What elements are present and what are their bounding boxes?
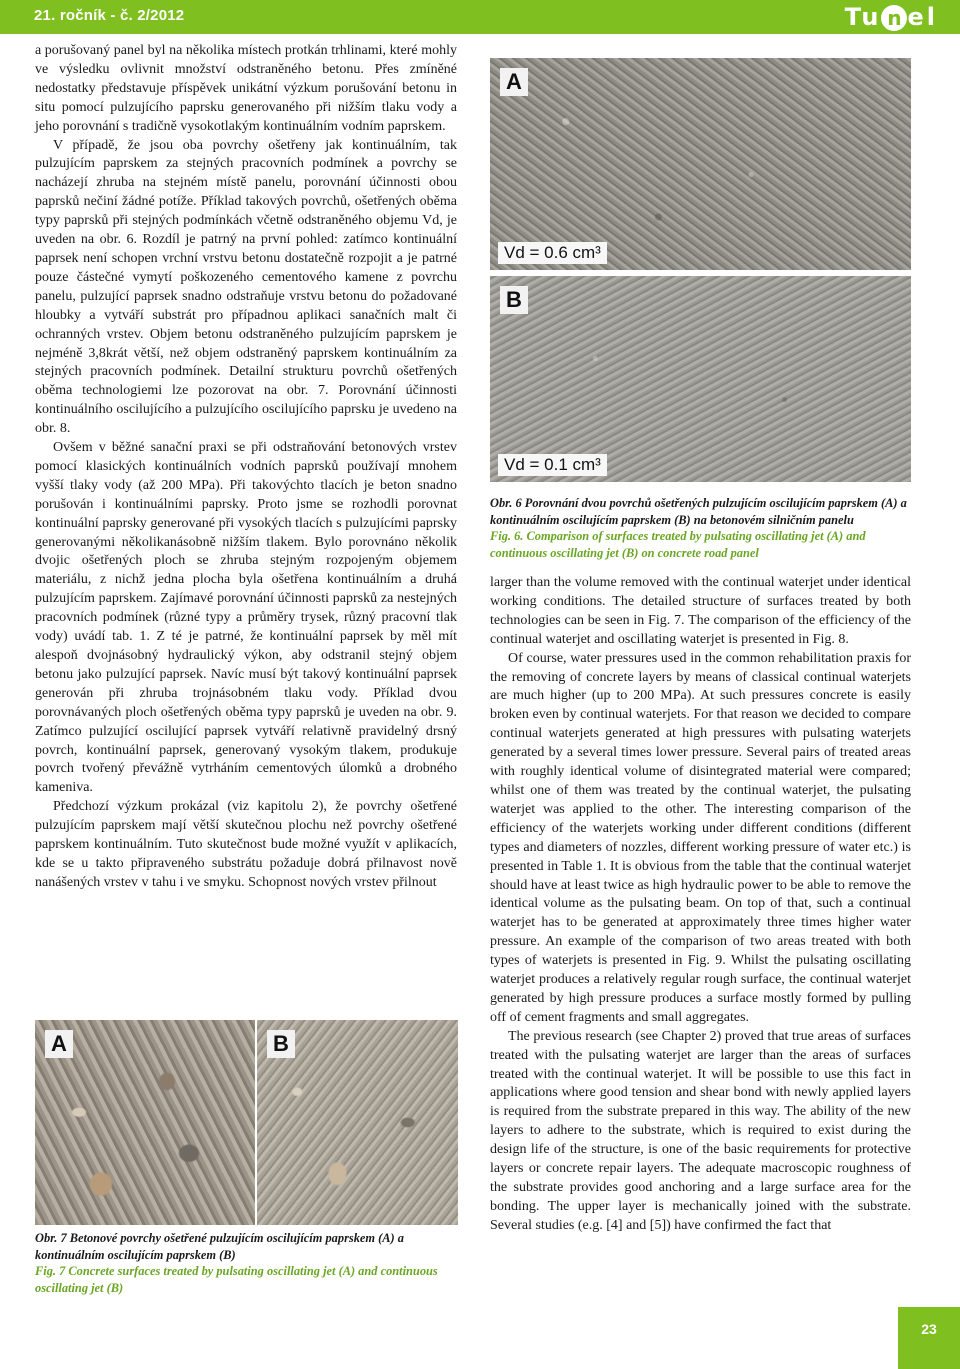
paragraph: Of course, water pressures used in the common rehabilitation praxis for the removing of concrete layers by means of classical continual waterjets are much higher (up to 200 MPa). At such pressures concrete is easily broken even by continual waterjets. For that reason we decided to compare continual waterjets generated at high pressures with pulsating waterjets generated by a several times lower pressure. Several pairs of treated areas with roughly identical volume of disintegrated material were compared; whilst one of them was treated by the continual waterjet, the pulsating waterjet was applied to the other. The interesting comparison of the efficiency of the waterjets working under different conditions (different types and diameters of nozzles, different working pressure of water etc.) is presented in Table 1. It is obvious from the table that the continual waterjet should have at least twice as high hydraulic power to be able to remove the identical volume as the pulsating beam. On top of that, such a continual waterjet has to be generated at approximately three times higher water pressure. An example of the comparison of two areas treated with both types of waterjets is presented in Fig. 9. Whilst the pulsating oscillating waterjet produces a relatively regular rough surface, the continual waterjet generated by high pressure produces a surface mostly formed by pulling off of cement fragments and small aggregates. [490, 650, 911, 1025]
fig6-label-b: B [500, 286, 528, 314]
fig7-caption-en: Fig. 7 Concrete surfaces treated by pulsating oscillating jet (A) and continuous oscillating jet (B) [35, 1264, 438, 1295]
paragraph: V případě, že jsou oba povrchy ošetřeny jak kontinuálním, tak pulzujícím paprskem za stejných pracovních podmínek a povrchy se nacházejí zhruba na stejném místě panelu, porovnání účinnosti obou paprsků nečiní žádné potíže. Příklad takových povrchů, ošetřených oběma typy paprsků při stejných podmínkách včetně odstraněného objemu Vd, je uveden na obr. 6. Rozdíl je patrný na první pohled: zatímco kontinuální paprsek není schopen vrchní vrstvu betonu dostatečně rozpojit a je patrné pouze částečné vymytí poškozeného cementového kamene z povrchu panelu, pulzující paprsek snadno odstraňuje vrstvu betonu do požadované hloubky a vytváří substrát pro případnou aplikaci sanačních malt či ochranných vrstev. Objem betonu odstraněného pulzujícím paprskem je nejméně 3,8krát větší, než objem odstraněný paprskem kontinuálním za stejných pracovních podmínek. Detailní strukturu povrchů ošetřených oběma technologiemi lze pozorovat na obr. 7. Porovnání účinnosti kontinuálního oscilujícího a pulzujícího oscilujícího paprsku je uvedeno na obr. 8. [35, 137, 457, 437]
fig7-label-a: A [45, 1030, 73, 1058]
fig6-caption-en: Fig. 6. Comparison of surfaces treated by pulsating oscillating jet (A) and continuous oscillating jet (B) on concrete road panel [490, 529, 866, 560]
fig6-photo-b [490, 276, 911, 482]
fig6-caption-cz: Obr. 6 Porovnání dvou povrchů ošetřených pulzujícím oscilujícím paprskem (A) a kontinuálním oscilujícím paprskem (B) na betonovém silničním panelu [490, 496, 907, 527]
page-header [0, 0, 960, 34]
fig7-label-b: B [267, 1030, 295, 1058]
paragraph: Předchozí výzkum prokázal (viz kapitolu 2), že povrchy ošetřené pulzujícím paprskem mají větší skutečnou plochu než povrchy ošetřené paprskem kontinuálním. Tuto skutečnost bude možné využít v aplikacích, kde se u takto připraveného substrátu požaduje dobrá přilnavost nově nanášených vrstev v tahu i ve smyku. Schopnost nových vrstev přilnout [35, 799, 457, 890]
right-column [490, 574, 911, 1236]
fig7-caption-cz: Obr. 7 Betonové povrchy ošetřené pulzujícím oscilujícím paprskem (A) a kontinuálním oscilujícím paprskem (B) [35, 1231, 404, 1262]
paragraph: The previous research (see Chapter 2) proved that true areas of surfaces treated with the pulsating waterjet are larger than the areas of surfaces treated with the continual waterjet. It will be possible to use this fact in applications where good tension and shear bond with newly applied layers is required from the substrate prepared in this way. The ability of the new layers to adhere to the substrate, which is required to exist during the design life of the structure, is one of the basic requirements for protective layers or concrete repair layers. The adequate macroscopic roughness of the substrate provides good anchoring and a large surface area for the bonding. The upper layer is mechanically joined with the substrate. Several studies (e.g. [4] and [5]) have confirmed the fact that [490, 1028, 911, 1233]
paragraph: Ovšem v běžné sanační praxi se při odstraňování betonových vrstev pomocí klasických kontinuálních vodních paprsků používají mnohem vyšší tlaky vody (až 200 MPa). Při takovýchto tlacích je beton snadno porušován i kontinuálními paprsky. Proto jsme se rozhodli porovnat kontinuální paprsky generované při vysokých tlacích s pulzujícími paprsky generovanými několikanásobně nižším tlakem. Bylo porovnáno několik dvojic ošetřených ploch se zhruba stejným rozpojeným objemem materiálu, z nichž jedna plocha byla ošetřena kontinuálním a druhá pulzujícím paprskem. Zajímavé porovnání účinnosti paprsků za nestejných pracovních podmínek (různé typy a průměry trysek, různý pracovní tlak vody) uvádí tab. 1. Z té je patrné, že kontinuální paprsek by měl mít alespoň dvojnásobný hydraulický výkon, aby odstranil stejný objem betonu jako pulzující paprsek. Navíc musí být takový kontinuální paprsek generován při zhruba trojnásobném tlaku vody. Příklad dvou porovnávaných ploch ošetřených oběma typy paprsků je uveden na obr. 9. Zatímco pulzující oscilující paprsek vytváří relativně pravidelný drsný povrch, kontinuální paprsek, generovaný vysokým tlakem, produkuje povrch tvořený převážně vytrháním cementových úlomků a drobného kameniva. [35, 440, 457, 796]
fig7-photo-a [35, 1020, 255, 1225]
fig6-volume-b: Vd = 0.1 cm³ [498, 454, 607, 476]
logo-left: Tu [844, 3, 882, 31]
fig6-label-a: A [500, 68, 528, 96]
tunel-logo [845, 3, 938, 31]
fig6-volume-a: Vd = 0.6 cm³ [498, 242, 607, 264]
logo-right: el [907, 3, 938, 31]
paragraph: larger than the volume removed with the continual waterjet under identical working conditions. The detailed structure of surfaces treated by both technologies can be seen in Fig. 7. The comparison of the efficiency of the continual waterjet and oscillating waterjet is presented in Fig. 8. [490, 575, 911, 647]
left-column [35, 42, 457, 893]
fig6-photo-a [490, 58, 911, 270]
fig6-caption [490, 495, 911, 561]
page-number: 23 [898, 1307, 960, 1369]
logo-mid: n [881, 5, 907, 31]
fig7-photo-b [257, 1020, 458, 1225]
paragraph: a porušovaný panel byl na několika místech protkán trhlinami, které mohly ve výsledku ovlivnit množství odstraněného betonu. Přes zmíněné nedostatky představuje příspěvek unikátní výzkum porušování betonu in situ pomocí pulzujícího paprsku generovaného při nižším tlaku vody a jeho porovnání s tradičně vysokotlakým kontinuálním vodním paprskem. [35, 43, 457, 134]
fig7-caption [35, 1230, 458, 1296]
issue-label: 21. ročník - č. 2/2012 [34, 7, 185, 24]
